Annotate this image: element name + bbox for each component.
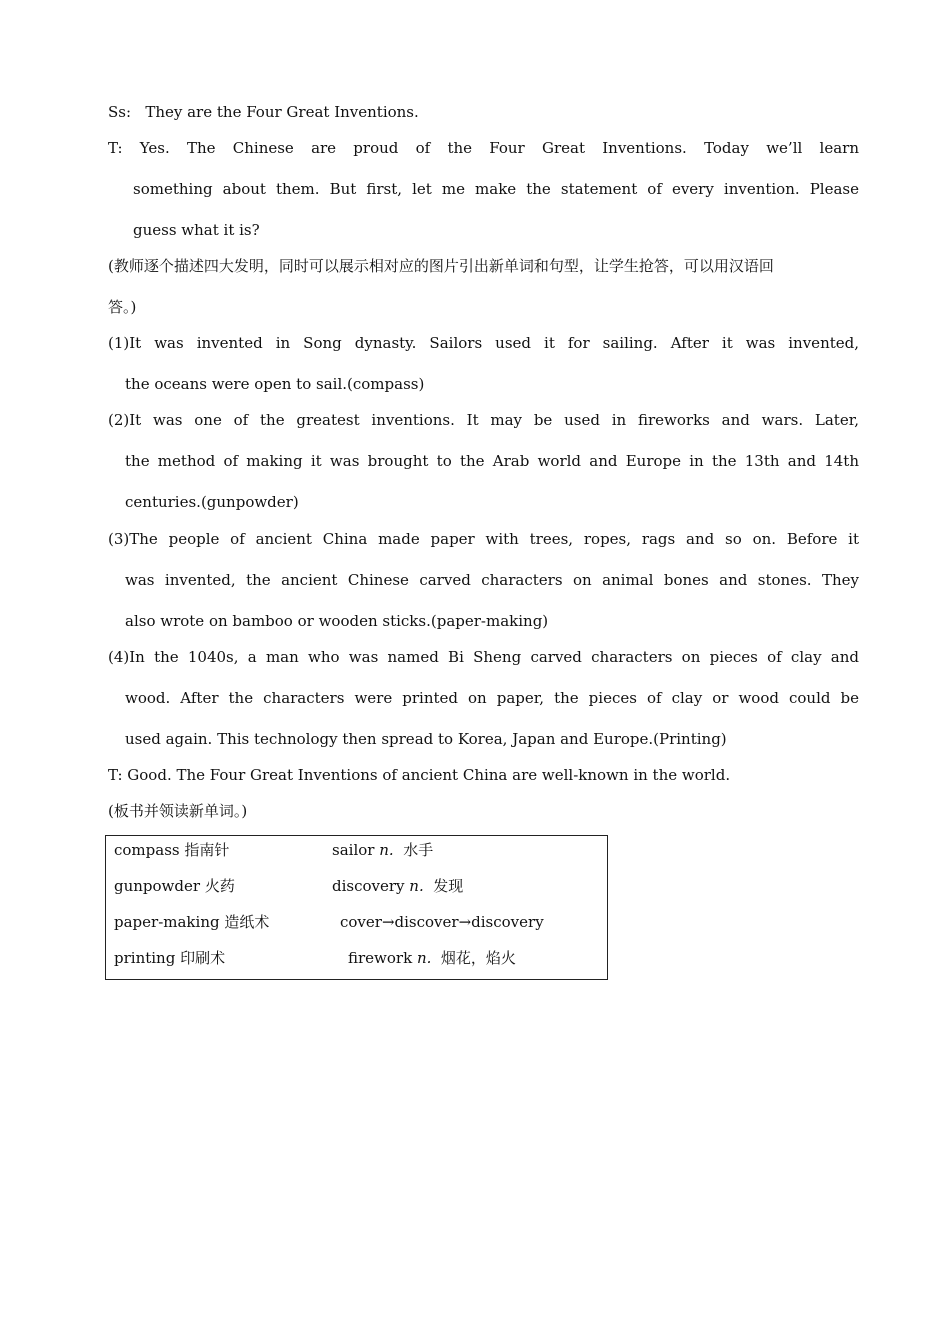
vocab-left-4: printing 印刷术: [114, 949, 226, 967]
vocab-right-3: [340, 912, 544, 932]
invention-1-line-1: (1)It was invented in Song dynasty. Sailors used it for sailing. After it was invented,: [108, 334, 859, 352]
invention-1-line-2: the oceans were open to sail.(compass): [125, 375, 425, 393]
invention-3-line-3: also wrote on bamboo or wooden sticks.(paper-making): [125, 612, 549, 630]
vocab-right-1: [332, 840, 433, 860]
part-of-speech: n.: [416, 949, 432, 967]
teacher-intro-line-3: guess what it is?: [133, 221, 260, 239]
teacher-good-line: T: Good. The Four Great Inventions of ancient China are well-known in the world.: [108, 766, 731, 784]
invention-2-line-2: the method of making it was brought to the Arab world and Europe in the 13th and 14th: [125, 452, 859, 470]
invention-3-line-2: was invented, the ancient Chinese carved characters on animal bones and stones. They: [125, 571, 859, 589]
invention-2-line-1: (2)It was one of the greatest inventions. It may be used in fireworks and wars. Later,: [108, 411, 859, 429]
vocab-meaning: 烟花，焰火: [431, 949, 516, 967]
ss-line: Ss: They are the Four Great Inventions.: [108, 103, 419, 121]
board-note: (板书并领读新单词。): [108, 802, 248, 820]
teacher-note-line-2: 答。): [108, 298, 137, 316]
vocab-meaning: 发现: [423, 877, 464, 895]
part-of-speech: n.: [409, 877, 424, 895]
vocab-left-2: gunpowder 火药: [114, 877, 235, 895]
invention-4-line-3: used again. This technology then spread to Korea, Japan and Europe.(Printing): [125, 730, 727, 748]
vocab-right-2: [332, 876, 463, 896]
vocab-word: cover→discover→discovery: [340, 913, 544, 931]
teacher-intro-line-2: something about them. But first, let me make the statement of every invention. Please: [133, 180, 859, 198]
vocabulary-box: [105, 835, 608, 980]
invention-2-line-3: centuries.(gunpowder): [125, 493, 299, 511]
vocab-word: discovery: [332, 877, 410, 895]
vocab-word: firework: [348, 949, 417, 967]
vocab-right-4: [348, 948, 516, 968]
teacher-note-line-1: (教师逐个描述四大发明，同时可以展示相对应的图片引出新单词和句型，让学生抢答，可以用汉语回: [108, 257, 774, 275]
teacher-intro-line-1: T: Yes. The Chinese are proud of the Four Great Inventions. Today we’ll learn: [108, 139, 859, 157]
vocab-meaning: 水手: [393, 841, 434, 859]
part-of-speech: n.: [379, 841, 394, 859]
vocab-left-3: paper-making 造纸术: [114, 913, 270, 931]
invention-4-line-2: wood. After the characters were printed on paper, the pieces of clay or wood could be: [125, 689, 859, 707]
vocab-left-1: compass 指南针: [114, 841, 230, 859]
invention-4-line-1: (4)In the 1040s, a man who was named Bi Sheng carved characters on pieces of clay and: [108, 648, 859, 666]
vocab-word: sailor: [332, 841, 380, 859]
invention-3-line-1: (3)The people of ancient China made paper with trees, ropes, rags and so on. Before it: [108, 530, 859, 548]
